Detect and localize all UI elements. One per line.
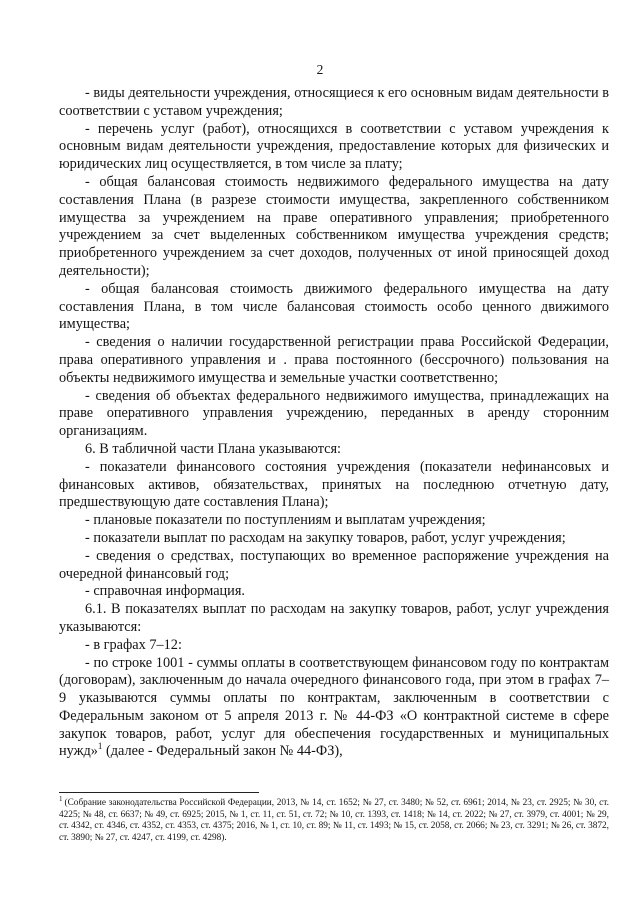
page-number: 2	[316, 62, 324, 77]
paragraph: - сведения о наличии государственной регистрации права Российской Федерации, права оперативного управления и . права постоянного (бессрочного) пользования на объекты недвижимого имущества и земельные участки соответственно;	[59, 334, 609, 386]
paragraph: - сведения о средствах, поступающих во временное распоряжение учреждения на очередной финансовый год;	[59, 547, 609, 582]
paragraph-text: - по строке 1001 - суммы оплаты в соответствующем финансовом году по контрактам (договорам), заключенным до начала очередного финансового года, при этом в графах 7–9 указываются суммы оплаты по контрактам, заключенным в соответствии с Федеральным законом от 5 апреля 2013 г. № 44-ФЗ «О контрактной системе в сфере закупок товаров, работ, услуг для обеспечения государственных и муниципальных нужд»	[59, 654, 609, 760]
footnote	[59, 794, 609, 844]
paragraph: - показатели выплат по расходам на закупку товаров, работ, услуг учреждения;	[85, 529, 566, 546]
subsection-heading: 6.1. В показателях выплат по расходам на закупку товаров, работ, услуг учреждения указываются:	[59, 601, 609, 635]
paragraph: - общая балансовая стоимость недвижимого федерального имущества на дату составления Плана (в разрезе стоимости имущества, закрепленного собственником имущества за учреждением на праве оперативного управления; приобретенного учреждением за счет выделенных собственником имущества учреждения средств; приобретенного учреждением за счет доходов, полученных от иной приносящей доход деятельности);	[59, 173, 609, 279]
paragraph-with-footnote	[59, 655, 609, 762]
paragraph: - сведения об объектах федерального недвижимого имущества, принадлежащих на праве оперативного управления учреждению, переданных в аренду сторонним организациям.	[59, 387, 609, 440]
paragraph: - справочная информация.	[85, 583, 245, 600]
footnote-reference[interactable]: 1	[97, 741, 103, 752]
footnote-mark: 1	[59, 794, 63, 803]
section-heading: 6. В табличной части Плана указываются:	[85, 440, 342, 457]
paragraph: - виды деятельности учреждения, относящиеся к его основным видам деятельности в соответствии с уставом учреждения;	[59, 85, 609, 119]
paragraph: - в графах 7–12:	[85, 636, 182, 653]
paragraph: - общая балансовая стоимость движимого федерального имущества на дату составления Плана, в том числе балансовая стоимость особо ценного движимого имущества;	[59, 280, 609, 333]
body-text	[59, 85, 609, 761]
footnote-text: (Собрание законодательства Российской Федерации, 2013, № 14, ст. 1652; № 27, ст. 3480; № 52, ст. 6961; 2014, № 23, ст. 2925; № 30, ст. 4225; № 48, ст. 6637; № 49, ст. 6925; 2015, № 1, ст. 11, ст. 51, ст. 72; № 10, ст. 1393, ст. 1418; № 14, ст. 2022; № 27, ст. 3979, ст. 4001; № 29, ст. 4342, ст. 4346, ст. 4352, ст. 4353, ст. 4375; 2016, № 1, ст. 10, ст. 89; № 11, ст. 1493; № 15, ст. 2058, ст. 2066; № 23, ст. 3291; № 26, ст. 3872, ст. 3890; № 27, ст. 4247, ст. 4199, ст. 4298).	[59, 798, 609, 843]
paragraph-tail: (далее - Федеральный закон № 44-ФЗ),	[102, 743, 343, 760]
paragraph: - показатели финансового состояния учреждения (показатели нефинансовых и финансовых активов, обязательствах, принятых на последнюю отчетную дату, предшествующую дате составления Плана);	[59, 458, 609, 511]
footnote-divider	[59, 792, 259, 793]
paragraph: - перечень услуг (работ), относящихся в соответствии с уставом учреждения к основным видам деятельности учреждения, предоставление которых для физических и юридических лиц осуществляется, в том числе за плату;	[59, 120, 609, 173]
paragraph: - плановые показатели по поступлениям и выплатам учреждения;	[85, 512, 486, 529]
